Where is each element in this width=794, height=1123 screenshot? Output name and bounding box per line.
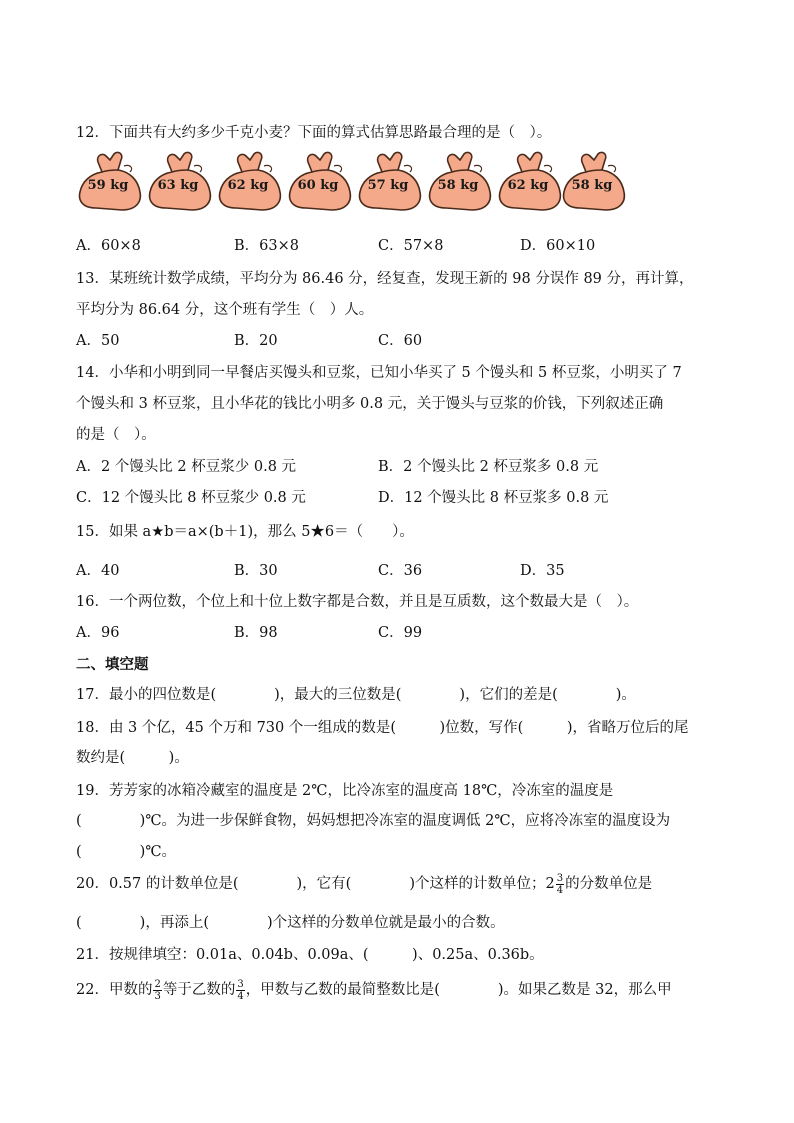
fraction-numerator: 3 [556, 872, 564, 884]
question-22-text-end: ，甲数与乙数的最简整数比是( )。如果乙数是 32，那么甲 [245, 982, 672, 998]
option-a[interactable]: A．60×8 [76, 238, 141, 254]
option-b[interactable]: B．98 [234, 625, 278, 641]
wheat-bag [216, 148, 284, 216]
fraction-denominator: 4 [237, 990, 244, 1002]
option-b[interactable]: B．30 [234, 563, 278, 579]
question-22 [76, 978, 672, 1002]
wheat-bag [496, 148, 564, 216]
option-a[interactable]: A．2 个馒头比 2 杯豆浆少 0.8 元 [76, 459, 297, 475]
question-13-line-1: 13．某班统计数学成绩，平均分为 86.46 分，经复查，发现王新的 98 分误作 89 分，再计算， [76, 271, 694, 287]
question-20-line-2: ( )，再添上( )个这样的分数单位就是最小的合数。 [76, 915, 505, 931]
mixed-number-whole: 2 [545, 876, 555, 892]
bag-weight-label: 62 kg [507, 178, 549, 193]
bag-weight-label: 63 kg [157, 178, 199, 193]
option-c[interactable]: C．36 [378, 563, 423, 579]
option-d[interactable]: D．12 个馒头比 8 杯豆浆多 0.8 元 [378, 490, 609, 506]
option-a[interactable]: A．50 [76, 333, 120, 349]
mixed-number-fraction [556, 873, 564, 896]
wheat-bag [426, 148, 494, 216]
option-c[interactable]: C．99 [378, 625, 423, 641]
option-c[interactable]: C．57×8 [378, 238, 444, 254]
question-14-line-1: 14．小华和小明到同一早餐店买馒头和豆浆，已知小华买了 5 个馒头和 5 杯豆浆，小明买了 7 [76, 365, 682, 381]
wheat-bag [76, 148, 144, 216]
wheat-bag [146, 148, 214, 216]
option-b[interactable]: B．63×8 [234, 238, 299, 254]
bag-weight-label: 58 kg [571, 178, 613, 193]
question-14-line-2: 个馒头和 3 杯豆浆，且小华花的钱比小明多 0.8 元，关于馒头与豆浆的价钱，下列叙述正确 [76, 396, 664, 412]
question-19-line-3: ( )℃。 [76, 844, 177, 860]
question-18-line-2: 数约是( )。 [76, 750, 189, 766]
option-b[interactable]: B．2 个馒头比 2 杯豆浆多 0.8 元 [378, 459, 599, 475]
question-19-line-1: 19．芳芳家的冰箱冷藏室的温度是 2℃，比冷冻室的温度高 18℃，冷冻室的温度是 [76, 783, 614, 799]
question-13-line-2: 平均分为 86.64 分，这个班有学生（ ）人。 [76, 302, 374, 318]
question-16: 16．一个两位数，个位上和十位上数字都是合数，并且是互质数，这个数最大是（ ）。 [76, 594, 639, 610]
option-d[interactable]: D．35 [520, 563, 565, 579]
question-14-line-3: 的是（ ）。 [76, 427, 156, 443]
fraction-numerator: 3 [237, 978, 244, 990]
question-15: 15．如果 a★b＝a×(b＋1)，那么 5★6＝（ ）。 [76, 524, 414, 540]
fraction-denominator: 3 [154, 990, 161, 1002]
question-19-line-2: ( )℃。为进一步保鲜食物，妈妈想把冷冻室的温度调低 2℃，应将冷冻室的温度设为 [76, 813, 671, 829]
fraction [236, 979, 244, 1002]
wheat-bag [356, 148, 424, 216]
option-c[interactable]: C．60 [378, 333, 423, 349]
bag-weight-label: 58 kg [437, 178, 479, 193]
wheat-bag [560, 148, 628, 216]
question-21: 21．按规律填空：0.01a、0.04b、0.09a、( )、0.25a、0.36b。 [76, 947, 544, 963]
wheat-bag [286, 148, 354, 216]
section-heading: 二、填空题 [76, 656, 149, 673]
fraction [153, 979, 161, 1002]
wheat-bags-image [76, 148, 636, 218]
option-d[interactable]: D．60×10 [520, 238, 596, 254]
bag-weight-label: 59 kg [87, 178, 129, 193]
option-a[interactable]: A．96 [76, 625, 120, 641]
question-20-text: 20．0.57 的计数单位是( )，它有( )个这样的计数单位； [76, 876, 546, 892]
question-17: 17．最小的四位数是( )，最大的三位数是( )，它们的差是( )。 [76, 687, 636, 703]
option-b[interactable]: B．20 [234, 333, 278, 349]
fraction-numerator: 2 [154, 978, 161, 990]
question-20-line-1 [76, 872, 652, 896]
question-18-line-1: 18．由 3 个亿，45 个万和 730 个一组成的数是( )位数，写作( )，省略万位后的尾 [76, 720, 689, 736]
question-20-text-cont: 的分数单位是 [565, 876, 653, 892]
bag-weight-label: 57 kg [367, 178, 409, 193]
question-22-text-cont: 等于乙数的 [162, 982, 236, 998]
option-a[interactable]: A．40 [76, 563, 120, 579]
fraction-denominator: 4 [556, 884, 564, 896]
bag-weight-label: 62 kg [227, 178, 269, 193]
option-c[interactable]: C．12 个馒头比 8 杯豆浆少 0.8 元 [76, 490, 306, 506]
bag-weight-label: 60 kg [297, 178, 339, 193]
question-12: 12．下面共有大约多少千克小麦？下面的算式估算思路最合理的是（ ）。 [76, 125, 552, 141]
question-22-text: 22．甲数的 [76, 982, 153, 998]
